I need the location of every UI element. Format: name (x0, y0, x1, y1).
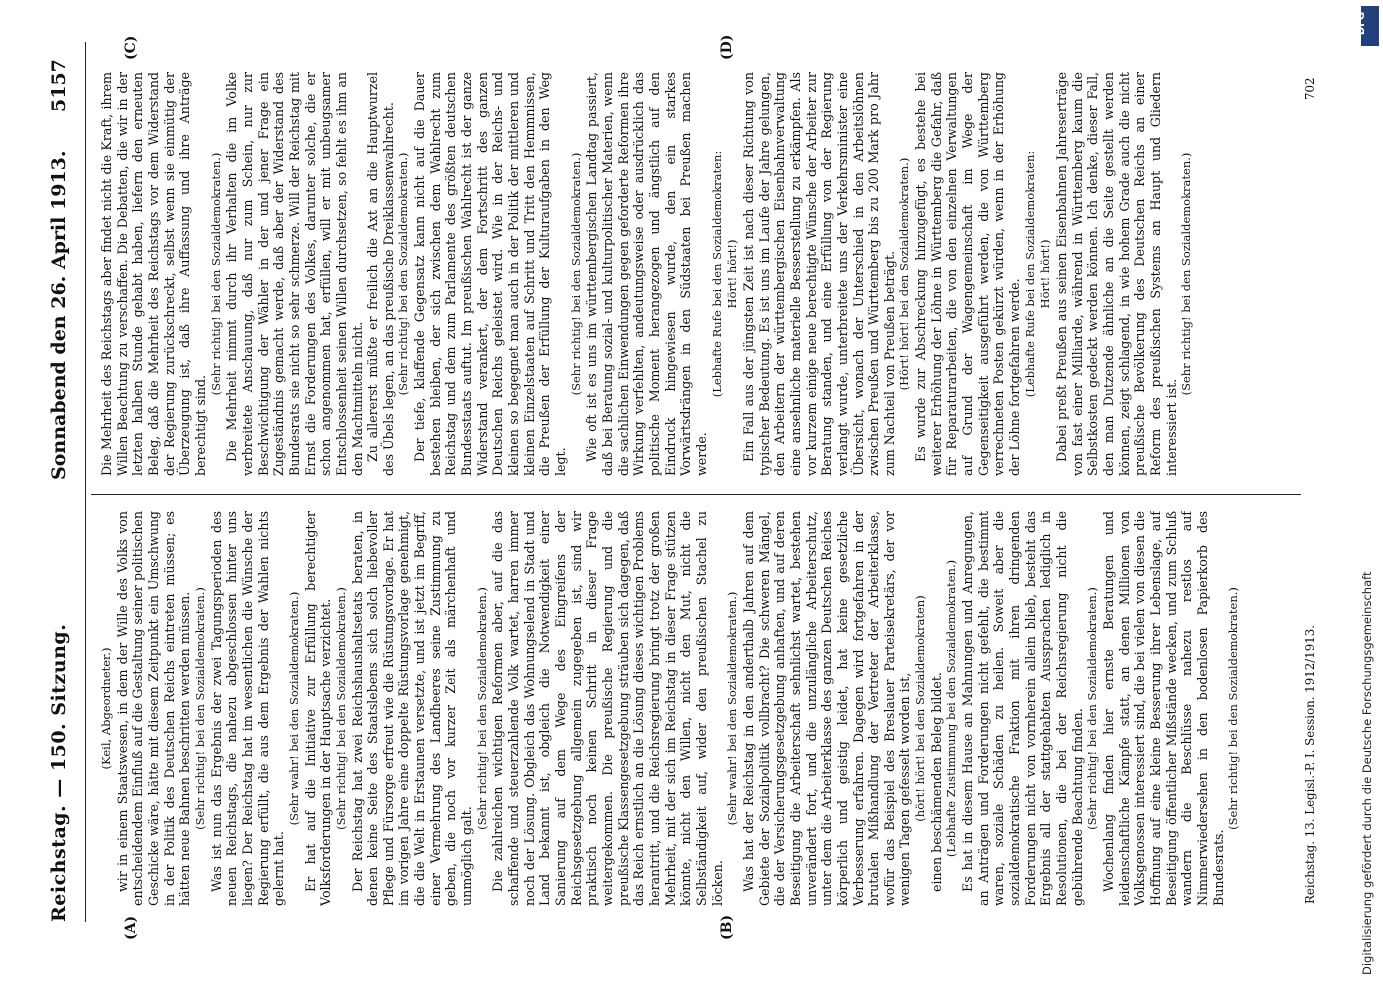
paragraph: (Sehr richtig! bei den Sozialdemokraten.) (396, 152, 411, 396)
paragraph: (Lebhafte Rufe bei den Sozialdemokraten: (1022, 150, 1037, 398)
dfg-logo-icon (1356, 6, 1379, 46)
paragraph: Es hat in diesem Hause an Mahnungen und Anregungen, an Anträgen und Forderungen nicht gefehlt, die bestimmt waren, soziale Schäden zu heilen. Soweit aber die sozialdemokratische Fraktion mit ihren dringenden Forderungen nicht von vornherein allein blieb, besteht das Ergebnis all der stattgehabten Aussprachen lediglich in Resolutionen, die bei der Reichsregierung nicht die gebührende Beachtung finden. (960, 511, 1085, 906)
paragraph: Der tiefe, klaffende Gegensatz kann nicht auf die Dauer bestehen bleiben, der sich zwischen dem Wahlrecht zum Reichstag und dem zum Parlamente des größten deutschen Bundesstaats auftut. Im preußischen Wahlrecht ist der ganze Widerstand verankert, der dem Fortschritt des ganzen Deutschen Reichs geleistet wird. Wie in der Reichs- und kleinen so begegnet man auch in der Politik der mittleren und kleinen Einzelstaaten auf Schritt und Tritt den Hemmnissen, die Preußen der Erfüllung der Kulturaufgaben in den Weg legt. (412, 72, 569, 476)
margin-mark-a: (A) (123, 915, 139, 940)
footer-session: Reichstag. 13. Legisl.-P. I. Session. 1912/1913. (1303, 624, 1317, 904)
paragraph: Die Mehrheit des Reichstags aber findet nicht die Kraft, ihrem Willen Beachtung zu verschaffen. Die Debatten, die wir in der letzten halben Stunde gehabt haben, liefern den erneuten Beleg, daß die Mehrheit des Reichstags vor dem Widerstand der Regierung zurückschreckt, selbst wenn sie einmütig der Überzeugung ist, daß ihre Auffassung und ihre Anträge berechtigt sind. (99, 72, 208, 476)
paragraph: Die Mehrheit nimmt durch ihr Verhalten die im Volke verbreitete Anschauung, daß nur zum Schein, nur zur Beschwichtigung der Wähler in der und jener Frage ein Zugeständnis gemacht werde, daß aber der Widerstand des Bundesrats sie nicht so sehr schmerze. Will der Reichstag mit Ernst die Forderungen des Volkes, darunter solche, die er schon angenommen hat, erfüllen, will er mit unbeugsamer Entschlossenheit seinen Willen durchsetzen, so fehlt es ihm an den Machtmitteln nicht. (224, 72, 365, 476)
paragraph: wir in einem Staatswesen, in dem der Wille des Volks von entscheidendem Einfluß auf die Gestaltung seiner politischen Geschicke wäre, hätte mit diesem Zeitpunkt ein Umschwung in der Politik des Deutschen Reichs eintreten müssen; es hätten neue Bahnen beschritten werden müssen. (114, 511, 193, 906)
margin-mark-d: (D) (719, 34, 735, 60)
page-number: 5157 (48, 59, 70, 112)
dfg-credit: Digitalisierung gefördert durch die Deutsche Forschungsgemeinschaft (1360, 571, 1374, 975)
dfg-logo-text: DFG (1356, 11, 1368, 36)
paragraph: Was hat der Reichstag in den anderthalb Jahren auf dem Gebiete der Sozialpolitik vollbracht? Die schweren Mängel, die der Versicherungsgesetzgebung anhaften, und auf deren Beseitigung die Arbeiterschaft sehnlichst wartet, bestehen unverändert fort, und die unzulängliche Arbeiterschutz, unter dem die Arbeiterklasse des ganzen Deutschen Reiches körperlich und geistig leidet, hat keine gesetzliche Verbesserung erfahren. Dagegen wird fortgefahren in der brutalen Mißhandlung der Vertreter der Arbeiterklasse, wofür das Beispiel des Breslauer Parteisekretärs, der vor wenigen Tagen gefesselt worden ist, (740, 511, 913, 906)
paragraph: Der Reichstag hat zwei Reichshaushaltsetats beraten, in denen keine Seite des Staatslebens sich solch liebevoller Pflege und Fürsorge erfreut wie die Rüstungsvorlage. Er hat im vorigen Jahre eine doppelte Rüstungsvorlage genehmigt, die die Welt in Erstaunen versetzte, und ist jetzt im Begriff, einer Vermehrung des Landheeres seine Zustimmung zu geben, die noch vor kurzer Zeit als märchenhaft und unmöglich galt. (349, 511, 475, 906)
paragraph: Was ist nun das Ergebnis der zwei Tagungsperioden des neuen Reichstags, die nahezu abgeschlossen hinter uns liegen? Der Reichstag hat im wesentlichen die Wünsche der Regierung erfüllt, die aus dem Ergebnis der Wahlen nichts gelernt hat. (208, 511, 287, 906)
paragraph: Dabei preßt Preußen aus seinen Eisenbahnen Jahreserträge von fast einer Milliarde, während in Württemberg kaum die Selbstkosten gedeckt werden können. Ich denke, dieser Fall, den man Dutzende ähnliche an die Seite gestellt werden können, zeigt schlagend, in wie hohem Grade auch die nicht preußische Bevölkerung des Deutschen Reichs an einer Reform des preußischen Systems an Haupt und Gliedern interessiert ist. (1054, 72, 1179, 476)
paragraph: (Sehr richtig! bei den Sozialdemokraten.) (1179, 152, 1194, 396)
paragraph: Wochenlang finden hier ernste Beratungen und leidenschaftliche Kämpfe statt, an denen Millionen von Volksgenossen interessiert sind, die bei vielen von diesen die Hoffnung auf eine kleine Besserung ihrer Lebenslage, auf Beseitigung öffentlicher Mißstände wecken, und zum Schluß wandern die Beschlüsse nahezu restlos auf Nimmerwiedersehen in den bodenlosen Papierkorb des Bundesrats. (1101, 511, 1226, 906)
paragraph: (Sehr richtig! bei den Sozialdemokraten.) (333, 587, 348, 830)
paragraph: Er hat auf die Initiative zur Erfüllung berechtigter Volksforderungen in der Hauptsache verzichtet. (302, 511, 334, 906)
margin-mark-b: (B) (719, 914, 735, 940)
header-left: Reichstag. — 150. Sitzung. (48, 623, 70, 922)
paragraph: (Sehr richtig! bei den Sozialdemokraten.) (1226, 587, 1241, 830)
paragraph: (Sehr wahr! bei den Sozialdemokraten.) (725, 591, 740, 826)
paragraph: Zu allererst müßte er freilich die Axt an die Hauptwurzel des Übels legen, an das preußische Dreiklassenwahlrecht. (365, 72, 396, 476)
paragraph: (hört! hört! bei den Sozialdemokraten) (913, 595, 928, 822)
paragraph: Hört! hört!) (725, 239, 740, 309)
paragraph: (Sehr richtig! bei den Sozialdemokraten.) (474, 587, 489, 830)
paragraph: (Sehr richtig! bei den Sozialdemokraten.) (568, 152, 583, 396)
paragraph: (Sehr richtig! bei den Sozialdemokraten.) (1085, 587, 1100, 830)
paragraph: (Sehr richtig! bei den Sozialdemokraten.) (208, 152, 223, 396)
paragraph: Ein Fall aus der jüngsten Zeit ist nach dieser Richtung von typischer Bedeutung. Es ist uns im Laufe der Jahre gelungen, den Arbeitern der württembergischen Eisenbahnverwaltung eine ansehnliche materielle Besserstellung zu erkämpfen. Als vor kurzem einige neue berechtigte Wünsche der Arbeiter zur Beratung standen, und eine Erfüllung von der Regierung verlangt wurde, unterbreitete uns der Verkehrsminister eine Übersicht, wonach der Unterschied in den Arbeitslöhnen zwischen Preußen und Württemberg bis zu 200 Mark pro Jahr zum Nachteil von Preußen beträgt. (740, 72, 897, 476)
paragraph: Es wurde zur Abschreckung hinzugefügt, es bestehe bei weiterer Erhöhung der Löhne in Württemberg die Gefahr, daß für Reparaturarbeiten, die von den einzelnen Verwaltungen auf Grund der Wagengemeinschaft im Wege der Gegenseitigkeit ausgeführt werden, die von Württemberg verrechneten Posten gekürzt würden, wenn in der Erhöhung der Löhne fortgefahren werde. (913, 72, 1023, 476)
paragraph: einen beschämenden Beleg bildet. (928, 672, 944, 892)
paragraph: (Hört! hört! bei den Sozialdemokraten.) (897, 157, 912, 391)
footer-sheet-number: 702 (1303, 77, 1317, 100)
text-column-left (99, 511, 1293, 906)
paragraph: (Lebhafte Zustimmung bei den Sozialdemokraten.) (944, 559, 959, 858)
paragraph: (Sehr richtig! bei den Sozialdemokraten.) (192, 587, 207, 830)
paragraph: Hört! hört!) (1038, 239, 1053, 309)
text-column-right (99, 72, 1293, 476)
column-divider (91, 494, 1301, 495)
paragraph: (Sehr wahr! bei den Sozialdemokraten.) (286, 591, 301, 826)
page-header (48, 0, 82, 1000)
paragraph: Die zahlreichen wichtigen Reformen aber, auf die das schaffende und steuerzahlende Volk wartet, harren immer noch der Lösung. Obgleich das Wohnungselend in Stadt und Land bekannt ist, obgleich die Notwendigkeit einer Sanierung auf dem Wege des Eingreifens der Reichsgesetzgebung allgemein zugegeben ist, sind wir praktisch noch keinen Schritt in dieser Frage weitergekommen. Die preußische Regierung und die preußische Klassengesetzgebung sträuben sich dagegen, daß das Reich ernstlich an die Lösung dieses wichtigen Problems herantritt, und die Reichsregierung bringt trotz der großen Mehrheit, mit der sich im Reichstag in dieser Frage stützen könnte, nicht den Willen, nicht den Mut, nicht die Selbständigkeit auf, wider den preußischen Stachel zu löcken. (490, 511, 725, 906)
paragraph: Wie oft ist es uns im württembergischen Landtag passiert, daß bei Beratung sozial- und kulturpolitischer Materien, wenn die sachlichen Einwendungen gegen geforderte Reformen ihre Wirkung verfehlten, andeutungsweise oder ausdrücklich das politische Moment herangezogen und ängstlich auf den Eindruck hingewiesen wurde, den ein starkes Vorwärtsdrängen in den Südstaaten bei Preußen machen werde. (584, 72, 709, 476)
header-date: Sonnabend den 26. April 1913. (48, 150, 70, 480)
paragraph: (Keil, Abgeordneter.) (99, 647, 113, 770)
header-rule (85, 42, 86, 922)
paragraph: (Lebhafte Rufe bei den Sozialdemokraten: (709, 150, 724, 398)
margin-mark-c: (C) (123, 35, 139, 60)
